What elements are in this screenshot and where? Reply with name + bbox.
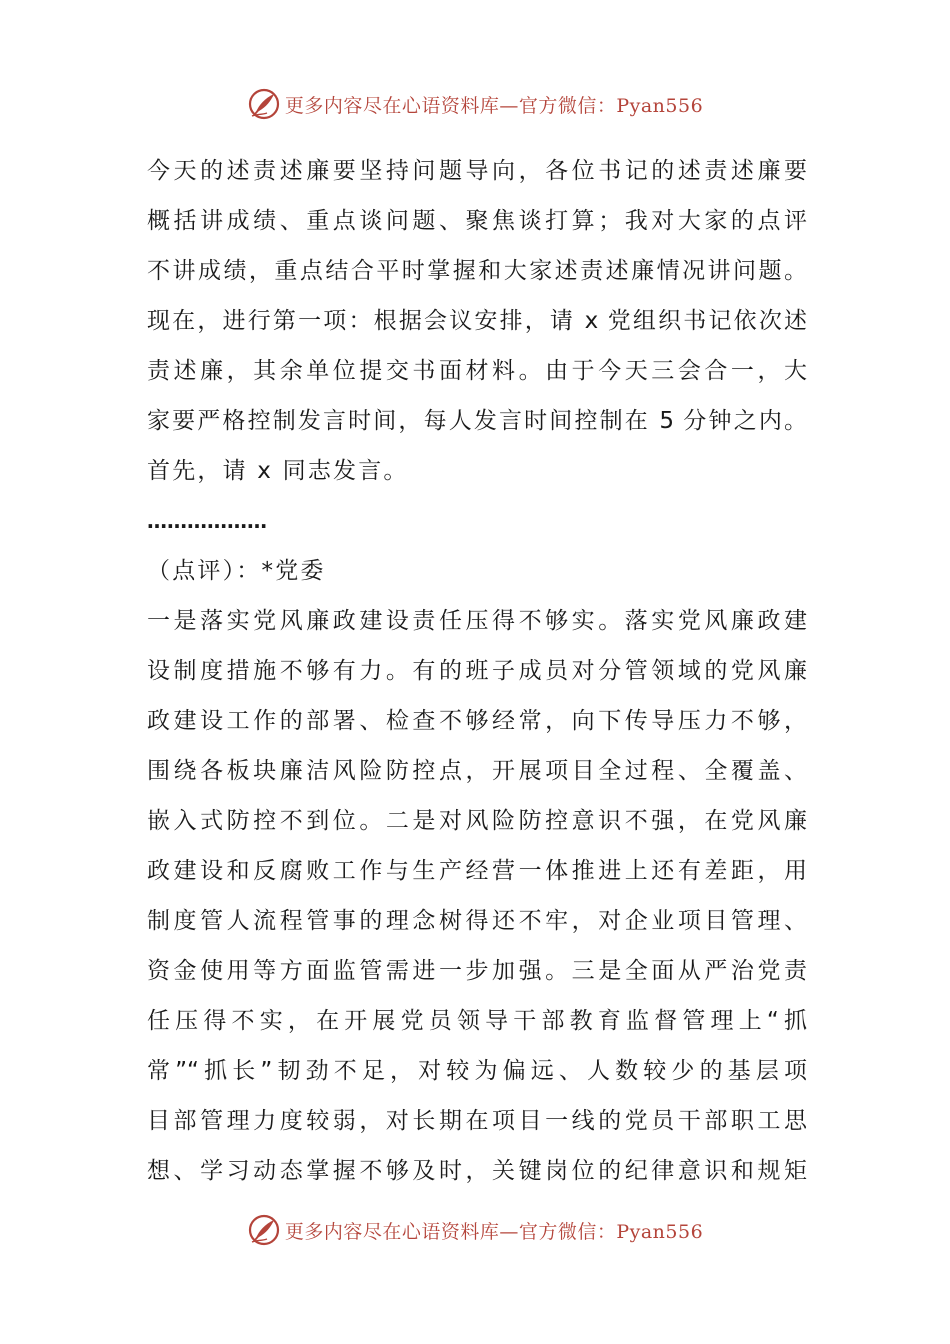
body-line: 想、学习动态掌握不够及时，关键岗位的纪律意识和规矩 bbox=[147, 1158, 807, 1184]
feather-pen-seal-icon bbox=[247, 87, 281, 121]
body-line: 设制度措施不够有力。有的班子成员对分管领域的党风廉 bbox=[147, 658, 807, 684]
body-line: 制度管人流程管事的理念树得还不牢，对企业项目管理、 bbox=[147, 908, 807, 934]
body-line: 政建设工作的部署、检查不够经常，向下传导压力不够， bbox=[147, 708, 807, 734]
body-line: 嵌入式防控不到位。二是对风险防控意识不强，在党风廉 bbox=[147, 808, 807, 834]
ellipsis-separator: ……………… bbox=[147, 509, 267, 533]
body-line: 家要严格控制发言时间，每人发言时间控制在 5 分钟之内。 bbox=[147, 408, 807, 434]
body-line: 资金使用等方面监管需进一步加强。三是全面从严治党责 bbox=[147, 958, 807, 984]
body-line: 目部管理力度较弱，对长期在项目一线的党员干部职工思 bbox=[147, 1108, 807, 1134]
body-line: 概括讲成绩、重点谈问题、聚焦谈打算；我对大家的点评 bbox=[147, 208, 807, 234]
body-line: 一是落实党风廉政建设责任压得不够实。落实党风廉政建 bbox=[147, 608, 807, 634]
body-line: 常”“抓长”韧劲不足，对较为偏远、人数较少的基层项 bbox=[147, 1058, 807, 1084]
watermark-text: 更多内容尽在心语资料库—官方微信：Pyan556 bbox=[284, 1220, 704, 1243]
body-line: 今天的述责述廉要坚持问题导向，各位书记的述责述廉要 bbox=[147, 158, 807, 184]
watermark-text: 更多内容尽在心语资料库—官方微信：Pyan556 bbox=[284, 94, 704, 117]
comment-heading: （点评）：*党委 bbox=[147, 558, 326, 584]
watermark-banner-bottom bbox=[0, 1208, 950, 1252]
body-line: 围绕各板块廉洁风险防控点，开展项目全过程、全覆盖、 bbox=[147, 758, 807, 784]
body-line: 现在，进行第一项：根据会议安排，请 x 党组织书记依次述 bbox=[147, 308, 807, 334]
document-body bbox=[147, 146, 807, 1196]
feather-pen-seal-icon bbox=[247, 1213, 281, 1247]
body-line: 首先，请 x 同志发言。 bbox=[147, 458, 409, 484]
body-line: 不讲成绩，重点结合平时掌握和大家述责述廉情况讲问题。 bbox=[147, 258, 807, 284]
body-line: 任压得不实，在开展党员领导干部教育监督管理上“抓 bbox=[147, 1008, 807, 1034]
watermark-banner-top bbox=[0, 82, 950, 126]
body-line: 政建设和反腐败工作与生产经营一体推进上还有差距，用 bbox=[147, 858, 807, 884]
body-line: 责述廉，其余单位提交书面材料。由于今天三会合一，大 bbox=[147, 358, 807, 384]
